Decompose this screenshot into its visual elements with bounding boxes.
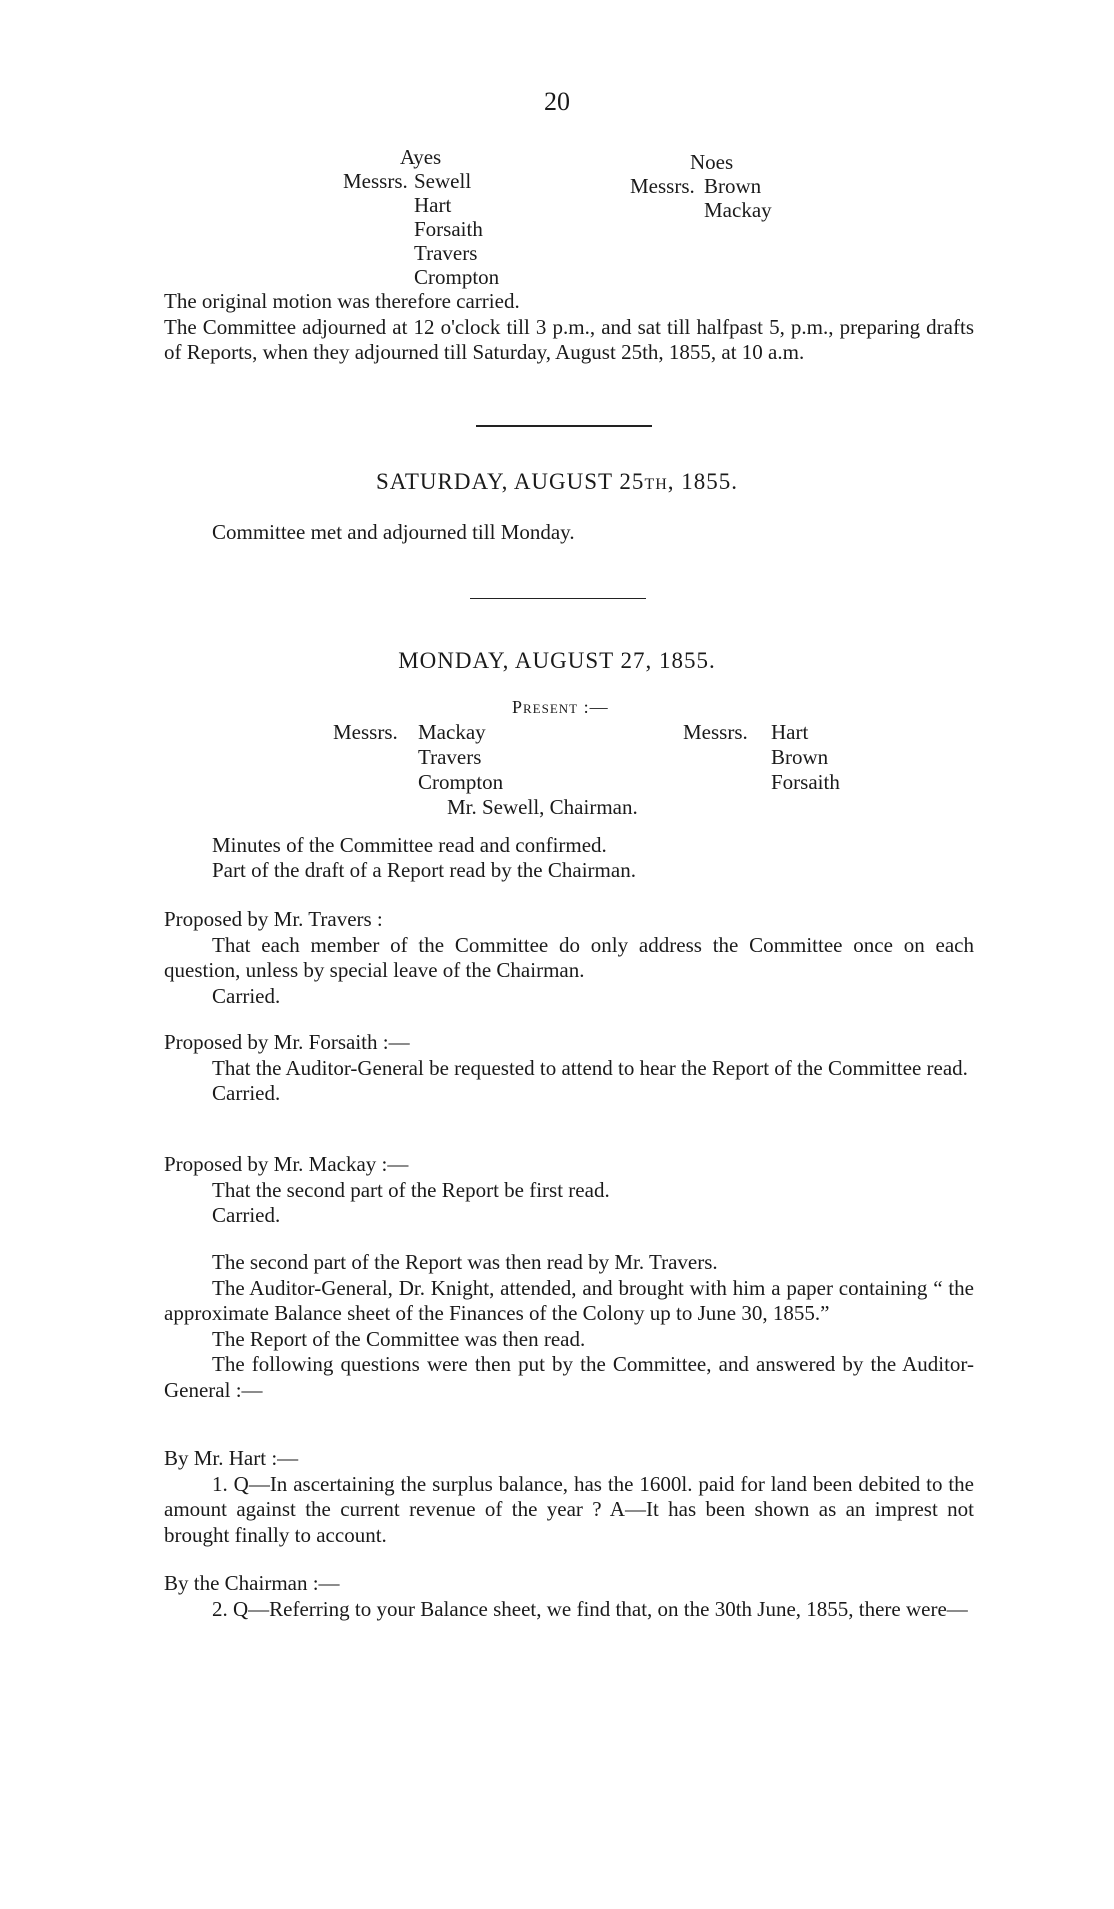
- saturday-heading-year: , 1855.: [667, 469, 739, 494]
- present-member: Mackay: [418, 720, 486, 744]
- noes-prefix: Messrs.: [630, 174, 695, 198]
- saturday-heading-main: SATURDAY, AUGUST 25: [375, 469, 645, 494]
- saturday-heading: [0, 468, 1114, 496]
- motion-proposer: Proposed by Mr. Mackay :—: [164, 1152, 409, 1176]
- ayes-heading: Ayes: [400, 145, 442, 169]
- present-left-prefix: Messrs.: [333, 720, 398, 744]
- present-member: Hart: [771, 720, 809, 744]
- ayes-member: Crompton: [414, 265, 500, 289]
- motion-proposer: Proposed by Mr. Travers :: [164, 907, 383, 931]
- motion-text: That each member of the Committee do only address the Committee once on each question, unless by special leave of the Chairman.: [164, 932, 974, 983]
- narrative-section: [164, 1250, 974, 1404]
- present-right-prefix: Messrs.: [683, 720, 748, 744]
- motion-result: Carried.: [212, 983, 281, 1008]
- question-text: 2. Q—Referring to your Balance sheet, we find that, on the 30th June, 1855, there were—: [212, 1596, 968, 1621]
- ayes-member: Travers: [414, 241, 478, 265]
- page-number: 20: [544, 87, 570, 116]
- monday-heading: MONDAY, AUGUST 27, 1855.: [398, 648, 716, 673]
- narrative-paragraph: The second part of the Report was then read by Mr. Travers.: [212, 1250, 718, 1274]
- chairman-line: Mr. Sewell, Chairman.: [447, 795, 638, 819]
- motion-block: [164, 907, 974, 1009]
- question-asker: By Mr. Hart :—: [164, 1446, 299, 1470]
- saturday-text: Committee met and adjourned till Monday.: [212, 520, 575, 544]
- motion-result: Carried.: [212, 1081, 281, 1106]
- ayes-member: Sewell: [414, 169, 472, 193]
- present-member: Travers: [418, 745, 482, 769]
- present-member: Forsaith: [771, 770, 840, 794]
- noes-member: Brown: [704, 174, 762, 198]
- narrative-paragraph: The Auditor-General, Dr. Knight, attended, and brought with him a paper containing “ the approximate Balance sheet of the Finances of the Colony up to June 30, 1855.”: [164, 1275, 974, 1326]
- adjournment-text: The Committee adjourned at 12 o'clock till 3 p.m., and sat till halfpast 5, p.m., preparing drafts of Reports, when they adjourned till Saturday, August 25th, 1855, at 10 a.m.: [164, 314, 974, 365]
- ayes-member: Hart: [414, 193, 452, 217]
- motion-result: Carried.: [212, 1203, 281, 1228]
- motion-carried-text: The original motion was therefore carried.: [164, 289, 520, 313]
- question-block: [164, 1446, 974, 1548]
- motion-block: [164, 1152, 974, 1229]
- narrative-paragraph: The following questions were then put by the Committee, and answered by the Auditor-General :—: [164, 1352, 974, 1403]
- present-member: Crompton: [418, 770, 504, 794]
- question-text: 1. Q—In ascertaining the surplus balance, has the 1600l. paid for land been debited to the amount against the current revenue of the year ? A—It has been shown as an imprest not brought finally to account.: [164, 1471, 974, 1547]
- noes-heading: Noes: [690, 150, 734, 174]
- section-divider: [476, 425, 652, 427]
- present-member: Brown: [771, 745, 829, 769]
- ayes-member: Forsaith: [414, 217, 483, 241]
- motion-text: That the second part of the Report be first read.: [212, 1177, 610, 1202]
- motion-block: [164, 1030, 974, 1107]
- question-block: [164, 1571, 974, 1622]
- narrative-paragraph: The Report of the Committee was then read.: [212, 1326, 586, 1351]
- after-vote-section: [164, 289, 974, 366]
- ayes-prefix: Messrs.: [343, 169, 408, 193]
- minutes-line: Minutes of the Committee read and confirmed.: [212, 833, 607, 857]
- noes-member: Mackay: [704, 198, 772, 222]
- motion-proposer: Proposed by Mr. Forsaith :—: [164, 1030, 410, 1054]
- saturday-heading-suffix: TH: [644, 476, 668, 493]
- minutes-line: Part of the draft of a Report read by the Chairman.: [212, 858, 636, 882]
- present-label: Present :—: [512, 697, 609, 717]
- motion-text: That the Auditor-General be requested to attend to hear the Report of the Committee read.: [212, 1055, 968, 1080]
- question-asker: By the Chairman :—: [164, 1571, 340, 1595]
- section-divider: [470, 598, 646, 599]
